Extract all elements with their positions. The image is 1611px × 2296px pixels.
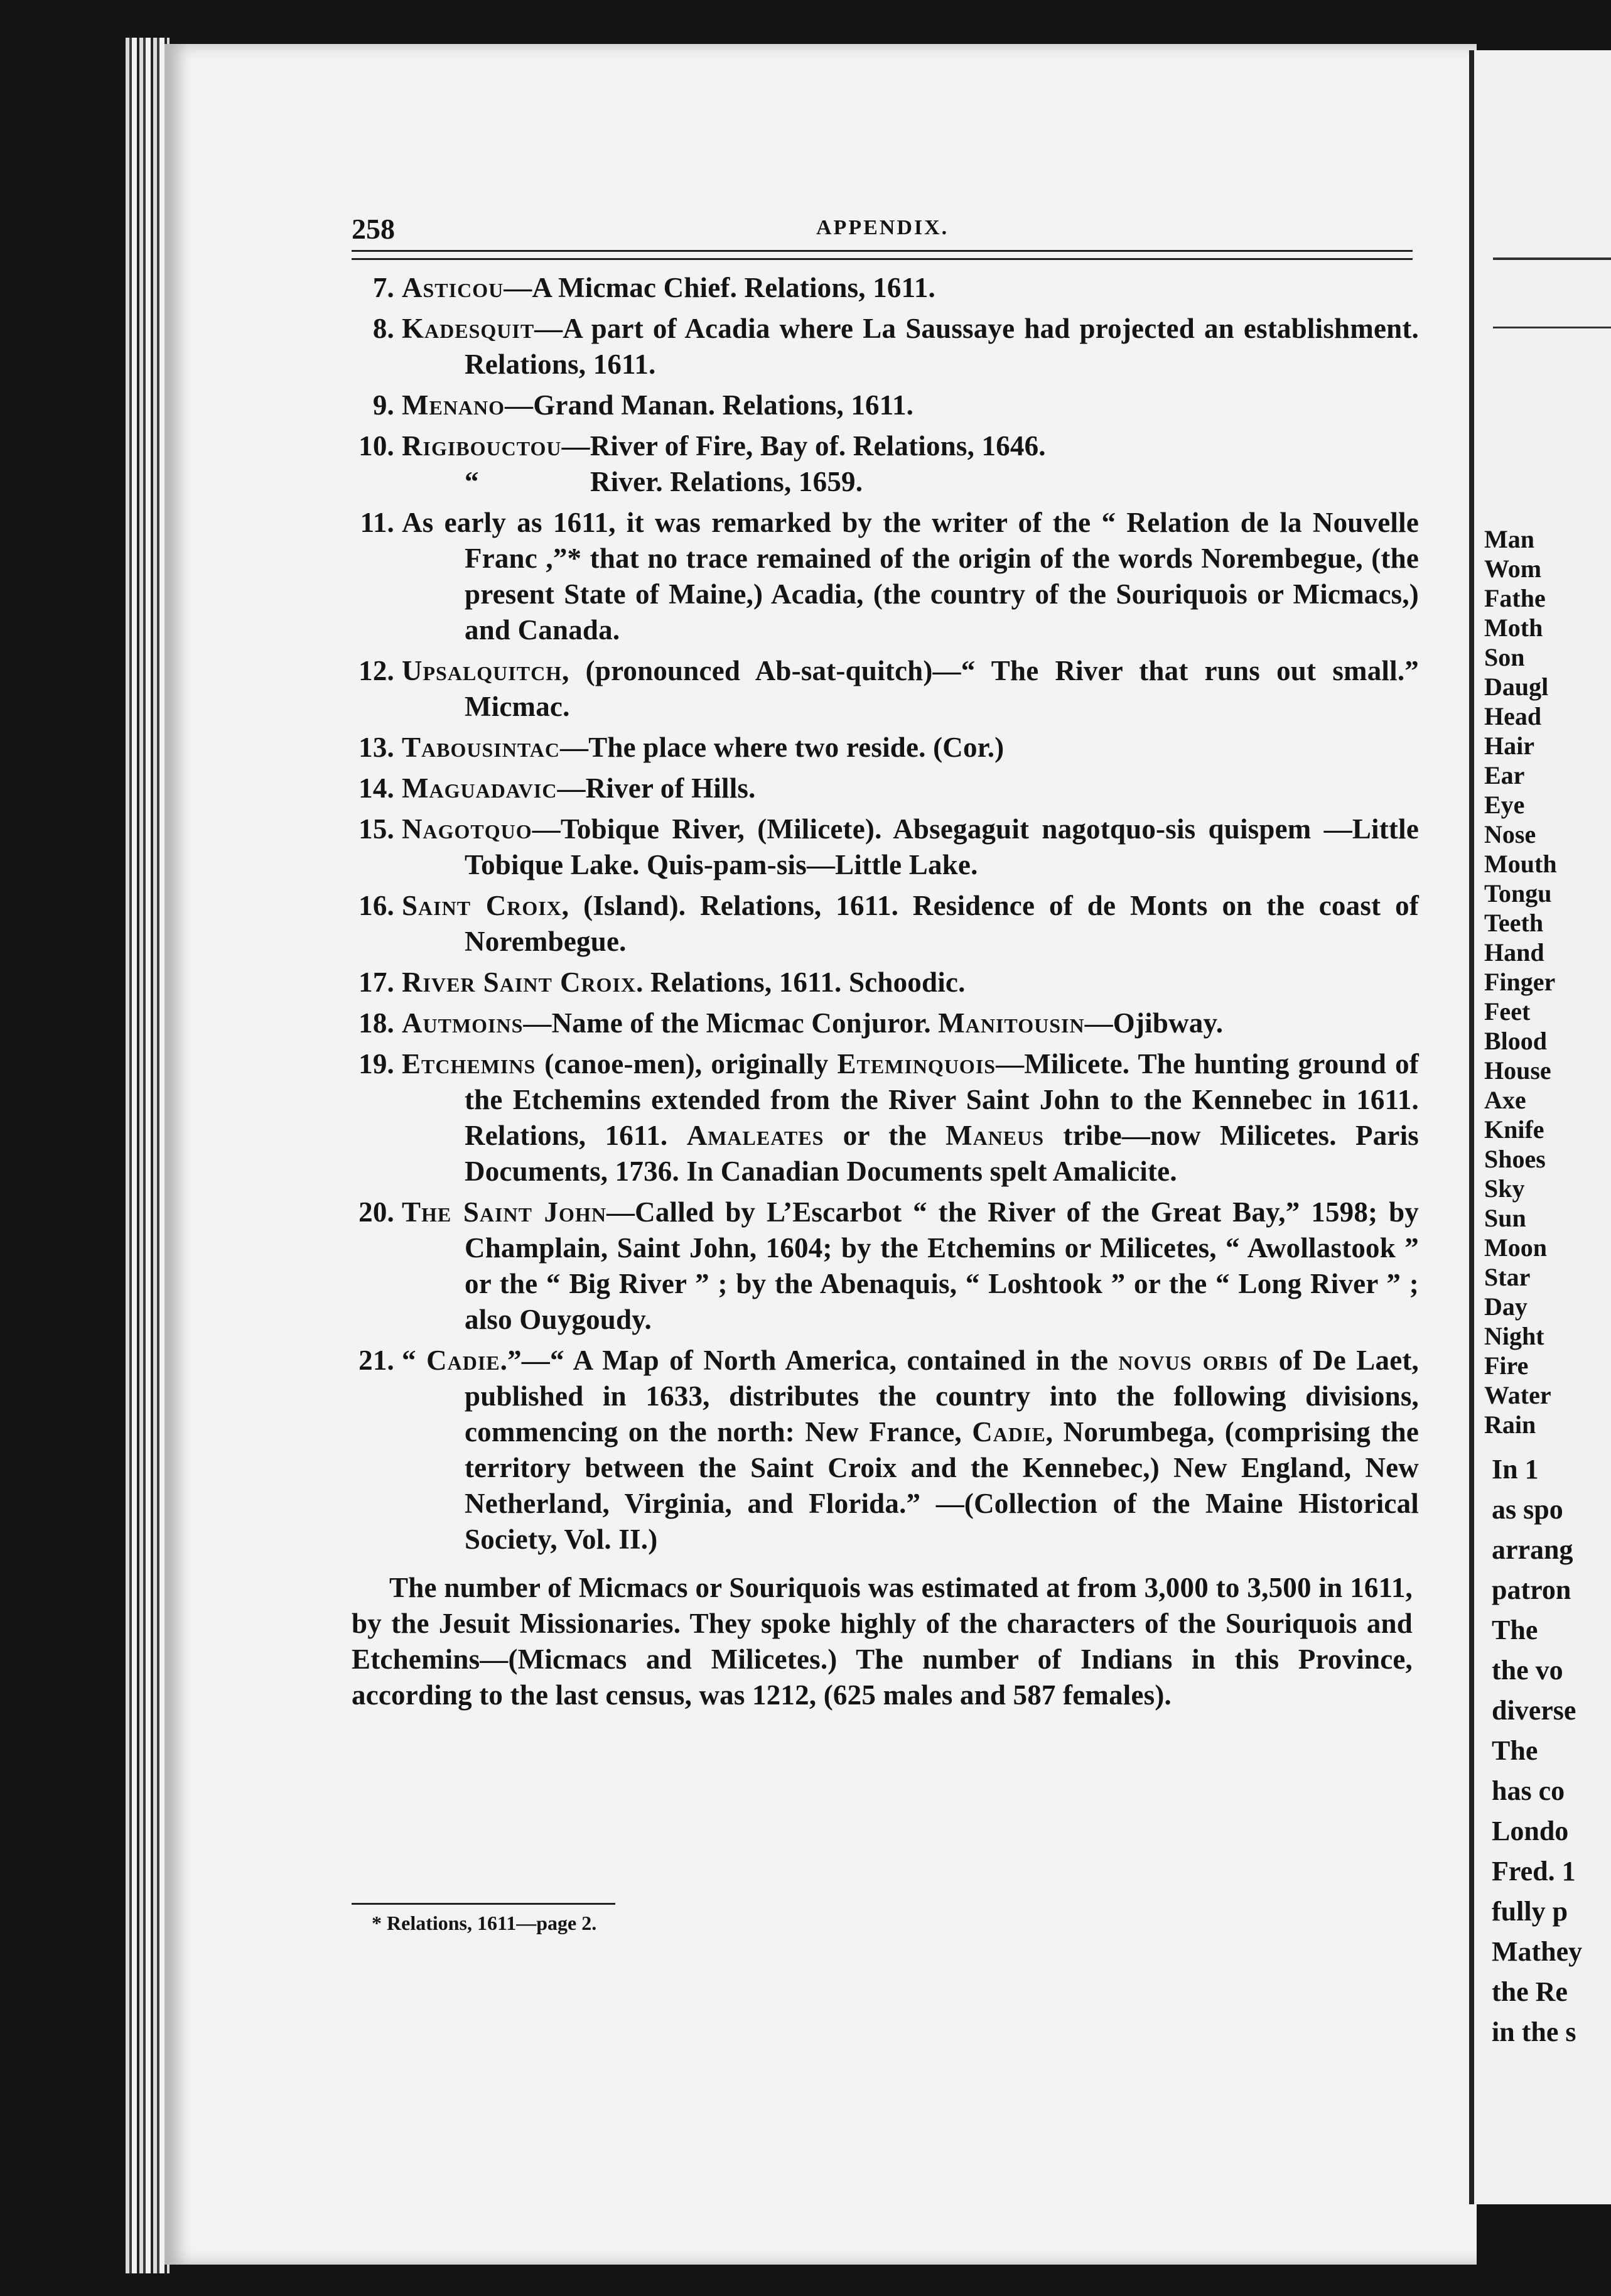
entry-term: Nagotquo	[402, 813, 532, 845]
facing-word: Moon	[1484, 1233, 1547, 1262]
entry-text	[402, 505, 1419, 648]
entry-description: —River of Fire, Bay of. Relations, 1646.	[561, 430, 1046, 462]
entry-description: —A Micmac Chief. Relations, 1611.	[504, 272, 935, 303]
facing-word: Tongu	[1484, 879, 1552, 907]
entry-quote: “	[402, 1345, 427, 1376]
entry-term: Etchemins	[402, 1048, 536, 1080]
facing-word: Water	[1484, 1381, 1551, 1409]
entry-text	[402, 730, 1419, 766]
entry-number: 14.	[358, 772, 394, 804]
entry-number: 13.	[358, 732, 394, 763]
facing-word: Fathe	[1484, 584, 1546, 612]
entry-description: , (Island). Relations, 1611. Residence of de Monts on the coast of Norembegue.	[465, 890, 1419, 957]
facing-word: House	[1484, 1056, 1551, 1085]
footnote-rule	[352, 1903, 615, 1905]
entry-term: The Saint John	[402, 1196, 606, 1228]
entry-description: —Grand Manan. Relations, 1611.	[505, 389, 914, 421]
page-number: 258	[352, 213, 395, 245]
entry-text	[402, 888, 1419, 960]
facing-word: Finger	[1484, 968, 1556, 996]
ditto-mark: “	[465, 466, 479, 497]
entry-description: (canoe-men), originally	[536, 1048, 838, 1080]
entry-item	[352, 653, 1419, 725]
facing-line: fully p	[1492, 1896, 1568, 1927]
facing-word: Hair	[1484, 732, 1534, 760]
entry-term: Saint Croix	[402, 890, 562, 921]
entry-description: —Ojibway.	[1084, 1007, 1224, 1039]
entry-number: 21.	[358, 1345, 394, 1376]
entry-term: Cadie	[426, 1345, 500, 1376]
entry-text	[402, 811, 1419, 883]
facing-word: Head	[1484, 702, 1542, 730]
facing-word: Ear	[1484, 761, 1525, 789]
facing-word: Eye	[1484, 791, 1525, 819]
entry-term: Upsalquitch	[402, 655, 563, 686]
facing-word-list	[1484, 524, 1557, 1439]
entry-item	[352, 311, 1419, 382]
entry-description: —Called by L’Escarbot “ the River of the Great Bay,” 1598; by Champlain, Saint John, 1604; by the Etchemins or Milicetes, “ Awollastook ” or the “ Big River ” ; by the Abenaquis, “ Loshtook ” or the “ Long River ” ; also Ouygoudy.	[465, 1196, 1419, 1335]
book-spine	[126, 38, 170, 2273]
footnote: * Relations, 1611—page 2.	[372, 1912, 597, 1934]
entry-term: Eteminquois	[837, 1048, 996, 1080]
entry-term: Maneus	[946, 1120, 1045, 1151]
facing-rule	[1493, 327, 1611, 328]
facing-word: Fire	[1484, 1351, 1529, 1380]
facing-text-lines	[1492, 1449, 1582, 2052]
facing-word: Day	[1484, 1292, 1527, 1321]
facing-line: diverse	[1492, 1695, 1576, 1726]
facing-header-rule	[1493, 257, 1611, 260]
entry-item	[352, 730, 1419, 766]
running-head: APPENDIX.	[816, 216, 949, 239]
entry-term: Rigibouctou	[402, 430, 562, 462]
entry-item	[352, 811, 1419, 883]
facing-word: Sun	[1484, 1204, 1526, 1232]
entry-description: River. Relations, 1659.	[590, 466, 863, 497]
facing-line: In 1	[1492, 1454, 1539, 1485]
facing-word: Knife	[1484, 1115, 1544, 1144]
entry-item	[352, 888, 1419, 960]
facing-line: The	[1492, 1615, 1538, 1645]
facing-word: Star	[1484, 1263, 1531, 1291]
closing-paragraph: The number of Micmacs or Souriquois was estimated at from 3,000 to 3,500 in 1611, by the Jesuit Missionaries. They spoke highly of the characters of the Souriquois and Etchemins—(Micmacs and Milicetes.) The number of Indians in this Province, according to the last census, was 1212, (625 males and 587 females).	[352, 1572, 1413, 1711]
entry-term: Menano	[402, 389, 505, 421]
entry-description: —A part of Acadia where La Saussaye had projected an establishment. Relations, 1611.	[465, 313, 1419, 380]
entry-item	[352, 771, 1419, 806]
entry-description: or the	[824, 1120, 946, 1151]
entry-term: Asticou	[402, 272, 504, 303]
facing-line: has co	[1492, 1775, 1565, 1806]
entry-term: Amaleates	[686, 1120, 824, 1151]
header-rule	[352, 250, 1413, 260]
facing-word: Feet	[1484, 997, 1531, 1026]
entry-text	[402, 387, 1419, 423]
entry-item	[352, 965, 1419, 1000]
entry-item	[352, 428, 1419, 500]
entry-description: —Milicete. The hunting ground of the Etchemins extended from the River Saint John to the Kennebec in 1611. Relations, 1611.	[465, 1048, 1419, 1151]
entry-number: 11.	[360, 507, 394, 538]
entry-number: 7.	[372, 272, 394, 303]
entry-term: novus orbis	[1118, 1345, 1269, 1376]
facing-line: as spo	[1492, 1494, 1563, 1525]
entry-description: . Relations, 1611. Schoodic.	[636, 967, 966, 998]
entry-description: —Tobique River, (Milicete). Absegaguit nagotquo-sis quispem —Little Tobique Lake. Quis-pam-sis—Little Lake.	[465, 813, 1419, 880]
facing-page	[1469, 50, 1611, 2204]
entry-number: 12.	[358, 655, 394, 686]
facing-word: Axe	[1484, 1086, 1526, 1114]
entry-number: 19.	[358, 1048, 394, 1080]
facing-line: arrang	[1492, 1534, 1573, 1565]
entry-number: 20.	[358, 1196, 394, 1228]
entry-description: —River of Hills.	[557, 772, 756, 804]
facing-line: The	[1492, 1735, 1538, 1766]
entry-description: .”—“ A Map of North America, contained in the	[500, 1345, 1119, 1376]
entry-text	[402, 428, 1419, 464]
entry-term: Manitousin	[938, 1007, 1085, 1039]
appendix-content	[352, 270, 1419, 1713]
facing-word: Nose	[1484, 820, 1536, 848]
facing-line: Mathey	[1492, 1936, 1583, 1967]
facing-line: in the s	[1492, 2017, 1576, 2047]
entry-number: 18.	[358, 1007, 394, 1039]
facing-line: the Re	[1492, 1976, 1568, 2007]
entry-description: of De Laet, published in 1633, distributes the country into the following divisions, commencing on the north: New France,	[465, 1345, 1420, 1448]
facing-line: patron	[1492, 1574, 1571, 1605]
entry-text	[402, 1194, 1419, 1338]
facing-word: Hand	[1484, 938, 1544, 967]
entry-term: Autmoins	[402, 1007, 524, 1039]
entry-ditto-line	[465, 464, 1419, 500]
entry-item	[352, 1046, 1419, 1189]
entry-text	[402, 270, 1419, 306]
facing-word: Sky	[1484, 1174, 1525, 1203]
entry-list	[352, 270, 1419, 1557]
page-header	[352, 212, 1413, 250]
entry-description: , Norumbega, (comprising the territory between the Saint Croix and the Kennebec,) New England, New Netherland, Virginia, and Florida.” —(Collection of the Maine Historical Society, Vol. II.)	[465, 1416, 1419, 1555]
facing-word: Rain	[1484, 1411, 1536, 1439]
entry-text	[402, 653, 1419, 725]
entry-item	[352, 505, 1419, 648]
facing-word: Blood	[1484, 1027, 1548, 1055]
facing-word: Moth	[1484, 614, 1543, 642]
entry-text	[402, 1343, 1420, 1557]
entry-number: 17.	[358, 967, 394, 998]
facing-word: Shoes	[1484, 1145, 1546, 1173]
entry-term: Cadie	[972, 1416, 1046, 1448]
entry-description: , (pronounced Ab-sat-quitch)—“ The River that runs out small.” Micmac.	[465, 655, 1419, 722]
facing-word: Wom	[1484, 555, 1542, 583]
facing-line: Londo	[1492, 1816, 1569, 1846]
entry-text	[402, 771, 1419, 806]
facing-word: Man	[1484, 525, 1534, 553]
facing-word: Mouth	[1484, 850, 1557, 878]
entry-description: tribe—now Milicetes. Paris Documents, 1736. In Canadian Documents spelt Amalicite.	[465, 1120, 1419, 1187]
entry-description: As early as 1611, it was remarked by the writer of the “ Relation de la Nouvelle Franc ,”* that no trace remained of the origin of the words Norembegue, (the present State of Maine,) Acadia, (the country of the Souriquois or Micmacs,) and Canada.	[402, 507, 1419, 646]
facing-word: Daugl	[1484, 673, 1549, 701]
entry-item	[352, 1194, 1419, 1338]
entry-text	[402, 965, 1419, 1000]
entry-number: 16.	[358, 890, 394, 921]
entry-text	[402, 1005, 1419, 1041]
entry-description: —The place where two reside. (Cor.)	[560, 732, 1005, 763]
entry-term: River Saint Croix	[402, 967, 637, 998]
entry-item	[352, 1343, 1419, 1557]
entry-number: 15.	[358, 813, 394, 845]
facing-line: the vo	[1492, 1655, 1563, 1686]
entry-description: —Name of the Micmac Conjuror.	[523, 1007, 939, 1039]
entry-term: Kadesquit	[402, 313, 535, 344]
entry-text	[402, 311, 1419, 382]
entry-item	[352, 270, 1419, 306]
entry-number: 9.	[372, 389, 394, 421]
facing-word: Son	[1484, 643, 1525, 671]
entry-number: 8.	[372, 313, 394, 344]
entry-text	[402, 1046, 1419, 1189]
entry-term: Maguadavic	[402, 772, 558, 804]
facing-line: Fred. 1	[1492, 1856, 1576, 1887]
entry-item	[352, 1005, 1419, 1041]
entry-number: 10.	[358, 430, 394, 462]
facing-word: Teeth	[1484, 909, 1544, 937]
entry-term: Tabousintac	[402, 732, 561, 763]
facing-word: Night	[1484, 1322, 1544, 1350]
entry-item	[352, 387, 1419, 423]
